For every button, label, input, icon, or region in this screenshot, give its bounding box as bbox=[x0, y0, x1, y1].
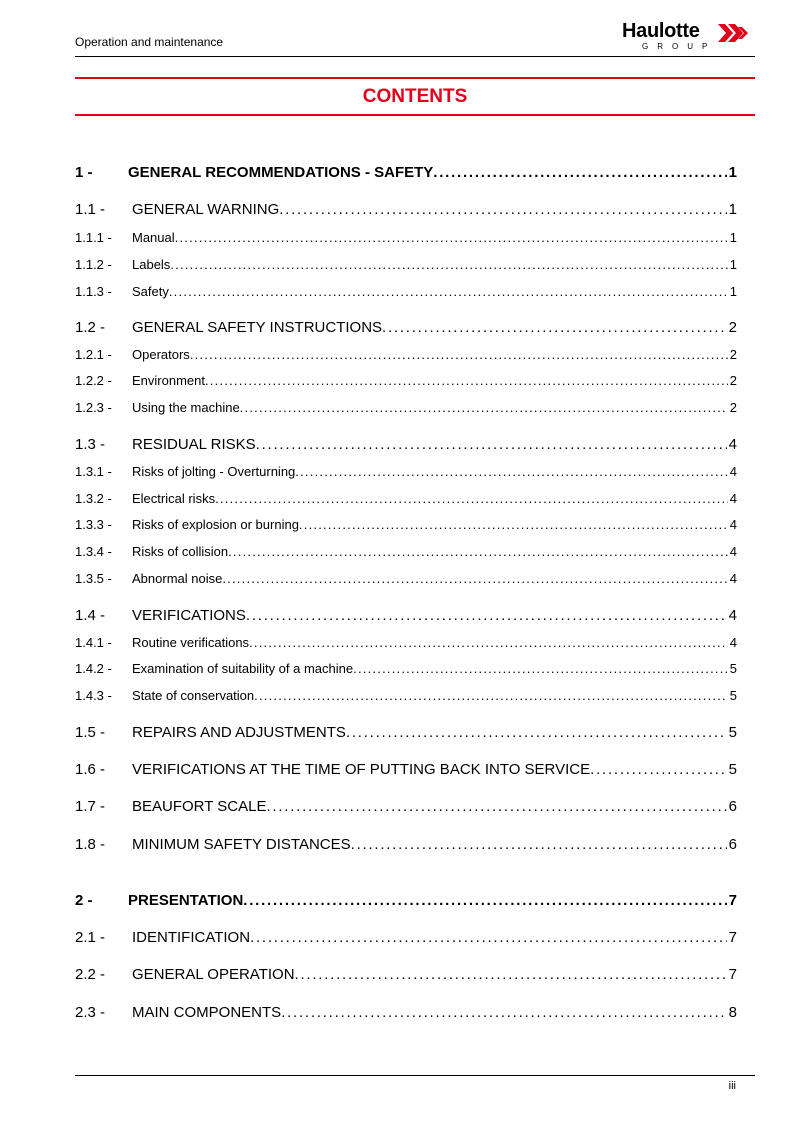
toc-entry-page: 5 bbox=[729, 688, 737, 703]
toc-entry-page: 4 bbox=[729, 517, 737, 532]
toc-dot-leader bbox=[299, 517, 728, 532]
toc-dot-leader bbox=[205, 373, 728, 388]
toc-entry-number: 1.4.2 - bbox=[75, 661, 112, 676]
toc-entry-title: Abnormal noise bbox=[132, 571, 223, 586]
toc-entry[interactable] bbox=[75, 724, 737, 741]
logo-wordmark: Haulotte bbox=[622, 20, 700, 42]
toc-dot-leader bbox=[346, 724, 727, 741]
toc-entry-page: 4 bbox=[729, 544, 737, 559]
toc-entry-number: 1.4.1 - bbox=[75, 635, 112, 650]
toc-entry[interactable] bbox=[75, 892, 737, 909]
toc-dot-leader bbox=[254, 688, 728, 703]
toc-entry-page: 4 bbox=[729, 571, 737, 586]
toc-entry-page: 2 bbox=[729, 400, 737, 415]
toc-entry[interactable] bbox=[75, 836, 737, 853]
toc-entry-title: Labels bbox=[132, 257, 171, 272]
toc-entry-number: 2.3 - bbox=[75, 1004, 106, 1021]
toc-entry-number: 1.1.3 - bbox=[75, 284, 112, 299]
toc-entry-title: Safety bbox=[132, 284, 169, 299]
toc-entry-title: PRESENTATION bbox=[128, 892, 244, 909]
toc-entry-title: MINIMUM SAFETY DISTANCES bbox=[132, 836, 351, 853]
toc-dot-leader bbox=[243, 892, 726, 909]
toc-entry-title: GENERAL OPERATION bbox=[132, 966, 295, 983]
toc-entry-number: 1.3.4 - bbox=[75, 544, 112, 559]
toc-entry-number: 1.7 - bbox=[75, 798, 106, 815]
toc-dot-leader bbox=[175, 230, 728, 245]
toc-entry-number: 1.2.3 - bbox=[75, 400, 112, 415]
toc-entry-page: 8 bbox=[728, 1004, 737, 1021]
toc-entry[interactable] bbox=[75, 373, 737, 388]
toc-entry-title: VERIFICATIONS AT THE TIME OF PUTTING BACK INTO SERVICE bbox=[132, 761, 591, 778]
toc-entry-title: Using the machine bbox=[132, 400, 240, 415]
toc-dot-leader bbox=[190, 347, 728, 362]
toc-entry-number: 1.6 - bbox=[75, 761, 106, 778]
title-rule-top bbox=[75, 77, 755, 79]
toc-dot-leader bbox=[250, 929, 727, 946]
toc-entry-title: GENERAL RECOMMENDATIONS - SAFETY bbox=[128, 164, 434, 181]
toc-entry[interactable] bbox=[75, 798, 737, 815]
toc-dot-leader bbox=[433, 164, 726, 181]
toc-entry-title: GENERAL SAFETY INSTRUCTIONS bbox=[132, 319, 383, 336]
toc-entry-page: 4 bbox=[729, 464, 737, 479]
page-number: iii bbox=[728, 1080, 736, 1092]
toc-dot-leader bbox=[267, 798, 727, 815]
toc-entry-page: 4 bbox=[728, 436, 737, 453]
title-rule-bottom bbox=[75, 114, 755, 116]
toc-dot-leader bbox=[382, 319, 727, 336]
toc-entry-title: GENERAL WARNING bbox=[132, 201, 280, 218]
toc-dot-leader bbox=[281, 1004, 726, 1021]
toc-entry-number: 2 - bbox=[75, 892, 93, 909]
toc-entry[interactable] bbox=[75, 347, 737, 362]
toc-entry-number: 1 - bbox=[75, 164, 93, 181]
toc-entry-number: 1.3.2 - bbox=[75, 491, 112, 506]
toc-entry[interactable] bbox=[75, 1004, 737, 1021]
toc-entry-page: 6 bbox=[728, 836, 737, 853]
toc-entry[interactable] bbox=[75, 201, 737, 218]
page-title: CONTENTS bbox=[362, 86, 468, 107]
toc-entry[interactable] bbox=[75, 464, 737, 479]
toc-dot-leader bbox=[246, 607, 727, 624]
toc-dot-leader bbox=[215, 491, 728, 506]
toc-entry-number: 1.3.3 - bbox=[75, 517, 112, 532]
toc-entry[interactable] bbox=[75, 164, 737, 181]
toc-dot-leader bbox=[228, 544, 728, 559]
toc-entry-number: 1.4 - bbox=[75, 607, 106, 624]
toc-dot-leader bbox=[353, 661, 728, 676]
toc-dot-leader bbox=[240, 400, 728, 415]
toc-entry-page: 4 bbox=[728, 607, 737, 624]
toc-dot-leader bbox=[222, 571, 727, 586]
toc-entry-page: 1 bbox=[729, 284, 737, 299]
toc-entry[interactable] bbox=[75, 517, 737, 532]
toc-entry-page: 4 bbox=[729, 491, 737, 506]
toc-entry-number: 1.3.5 - bbox=[75, 571, 112, 586]
header-section-label: Operation and maintenance bbox=[75, 35, 224, 49]
toc-entry-title: IDENTIFICATION bbox=[132, 929, 251, 946]
toc-entry[interactable] bbox=[75, 284, 737, 299]
toc-entry-page: 1 bbox=[728, 201, 737, 218]
toc-entry-page: 2 bbox=[728, 319, 737, 336]
toc-entry-title: BEAUFORT SCALE bbox=[132, 798, 267, 815]
toc-entry-number: 1.4.3 - bbox=[75, 688, 112, 703]
toc-entry-number: 1.2.1 - bbox=[75, 347, 112, 362]
toc-entry-page: 5 bbox=[728, 761, 737, 778]
toc-entry-title: Risks of explosion or burning bbox=[132, 517, 299, 532]
toc-entry[interactable] bbox=[75, 571, 737, 586]
toc-entry-page: 2 bbox=[729, 347, 737, 362]
header-divider bbox=[75, 56, 755, 57]
toc-entry-number: 1.8 - bbox=[75, 836, 106, 853]
toc-entry-page: 1 bbox=[729, 230, 737, 245]
toc-entry-title: REPAIRS AND ADJUSTMENTS bbox=[132, 724, 346, 741]
toc-entry-number: 1.3 - bbox=[75, 436, 106, 453]
toc-entry[interactable] bbox=[75, 761, 737, 778]
toc-entry-number: 1.2 - bbox=[75, 319, 106, 336]
toc-entry[interactable] bbox=[75, 319, 737, 336]
toc-entry-number: 2.1 - bbox=[75, 929, 106, 946]
toc-entry[interactable] bbox=[75, 688, 737, 703]
toc-dot-leader bbox=[169, 284, 728, 299]
toc-dot-leader bbox=[170, 257, 727, 272]
toc-entry[interactable] bbox=[75, 491, 737, 506]
toc-entry-page: 5 bbox=[728, 724, 737, 741]
toc-entry-page: 1 bbox=[728, 164, 737, 181]
toc-entry-page: 1 bbox=[729, 257, 737, 272]
toc-entry[interactable] bbox=[75, 966, 737, 983]
toc-entry-page: 5 bbox=[729, 661, 737, 676]
haulotte-logo bbox=[622, 20, 752, 54]
toc-entry-page: 7 bbox=[728, 929, 737, 946]
toc-entry[interactable] bbox=[75, 400, 737, 415]
toc-entry-title: State of conservation bbox=[132, 688, 255, 703]
toc-entry-number: 1.1 - bbox=[75, 201, 106, 218]
toc-entry-title: Environment bbox=[132, 373, 205, 388]
toc-entry-page: 7 bbox=[728, 892, 737, 909]
toc-entry-title: Routine verifications bbox=[132, 635, 250, 650]
toc-entry-title: VERIFICATIONS bbox=[132, 607, 246, 624]
toc-entry[interactable] bbox=[75, 544, 737, 559]
toc-dot-leader bbox=[351, 836, 727, 853]
toc-entry[interactable] bbox=[75, 661, 737, 676]
toc-entry[interactable] bbox=[75, 257, 737, 272]
toc-entry-page: 4 bbox=[729, 635, 737, 650]
toc-entry-title: Electrical risks bbox=[132, 491, 216, 506]
toc-dot-leader bbox=[279, 201, 726, 218]
toc-dot-leader bbox=[295, 966, 727, 983]
logo-subtitle: GROUP bbox=[642, 42, 717, 51]
toc-entry-title: Risks of collision bbox=[132, 544, 229, 559]
toc-dot-leader bbox=[249, 635, 728, 650]
toc-entry-number: 1.5 - bbox=[75, 724, 106, 741]
toc-entry-title: RESIDUAL RISKS bbox=[132, 436, 256, 453]
toc-entry-title: MAIN COMPONENTS bbox=[132, 1004, 282, 1021]
toc-entry-title: Examination of suitability of a machine bbox=[132, 661, 354, 676]
toc-entry-title: Operators bbox=[132, 347, 190, 362]
toc-entry-number: 2.2 - bbox=[75, 966, 106, 983]
toc-entry-number: 1.1.1 - bbox=[75, 230, 112, 245]
toc-dot-leader bbox=[295, 464, 727, 479]
toc-entry[interactable] bbox=[75, 436, 737, 453]
footer-divider bbox=[75, 1075, 755, 1076]
toc-entry-page: 6 bbox=[728, 798, 737, 815]
toc-entry[interactable] bbox=[75, 929, 737, 946]
toc-entry-page: 7 bbox=[728, 966, 737, 983]
toc-entry[interactable] bbox=[75, 607, 737, 624]
toc-entry-number: 1.2.2 - bbox=[75, 373, 112, 388]
logo-chevrons-icon bbox=[718, 24, 750, 42]
toc-entry-title: Risks of jolting - Overturning bbox=[132, 464, 296, 479]
toc-entry-number: 1.1.2 - bbox=[75, 257, 112, 272]
toc-entry-title: Manual bbox=[132, 230, 175, 245]
toc-entry-number: 1.3.1 - bbox=[75, 464, 112, 479]
toc-dot-leader bbox=[256, 436, 727, 453]
toc-entry[interactable] bbox=[75, 230, 737, 245]
toc-entry[interactable] bbox=[75, 635, 737, 650]
toc-entry-page: 2 bbox=[729, 373, 737, 388]
toc-dot-leader bbox=[590, 761, 727, 778]
